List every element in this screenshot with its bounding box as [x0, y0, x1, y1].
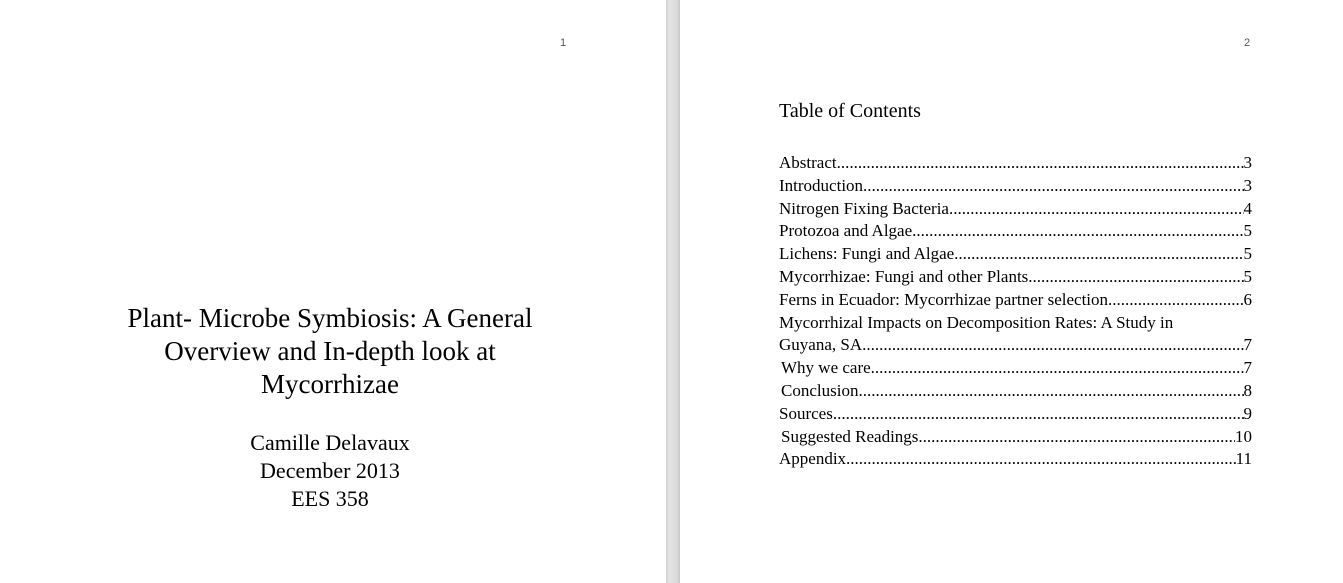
toc-leader-dots — [862, 334, 1243, 357]
toc-label: Why we care — [781, 358, 871, 378]
author-name: Camille Delavaux — [250, 430, 410, 455]
toc-label: Mycorrhizae: Fungi and other Plants — [779, 266, 1029, 286]
toc-label: Appendix — [779, 449, 847, 469]
toc-entry-protozoa-and-algae[interactable] — [779, 220, 1252, 243]
toc-label: Abstract — [779, 153, 837, 172]
toc-leader-dots — [949, 198, 1244, 221]
toc-entry-appendix[interactable] — [779, 448, 1252, 471]
toc-leader-dots — [846, 448, 1236, 471]
toc-entry-mycorrhizae[interactable] — [779, 266, 1252, 289]
toc-label: Protozoa and Algae — [779, 221, 913, 241]
toc-page-number: 8 — [1243, 380, 1252, 400]
document-title — [0, 302, 660, 401]
toc-entry-abstract[interactable] — [779, 152, 1252, 175]
toc-leader-dots — [863, 175, 1243, 198]
toc-entry-ferns-in-ecuador[interactable] — [779, 289, 1252, 312]
toc-entry-lichens[interactable] — [779, 243, 1252, 266]
toc-entry-decomposition-rates[interactable] — [779, 312, 1252, 358]
toc-label: Nitrogen Fixing Bacteria — [779, 198, 949, 218]
toc-leader-dots — [837, 152, 1244, 175]
toc-entry-sources[interactable] — [779, 403, 1252, 426]
page-gutter — [666, 0, 680, 583]
toc-page-number: 10 — [1235, 426, 1252, 446]
toc-label: Ferns in Ecuador: Mycorrhizae partner selection — [779, 289, 1109, 309]
toc-entry-introduction[interactable] — [779, 175, 1252, 198]
toc-page-number: 6 — [1243, 289, 1252, 309]
toc-page-number: 3 — [1243, 153, 1252, 172]
toc-label: Sources — [779, 403, 833, 423]
toc-label: Mycorrhizal Impacts on Decomposition Rates: A Study in — [779, 312, 1174, 332]
page-1 — [0, 0, 666, 583]
toc-entry-conclusion[interactable] — [779, 380, 1252, 403]
toc-entry-why-we-care[interactable] — [779, 357, 1252, 380]
toc-label: Introduction — [779, 175, 864, 195]
toc-leader-dots — [912, 220, 1243, 243]
toc-page-number: 3 — [1243, 175, 1252, 195]
toc-leader-dots — [954, 243, 1243, 266]
toc-page-number: 5 — [1243, 266, 1252, 286]
page-number: 2 — [1244, 37, 1251, 49]
title-line: Mycorrhizae — [261, 369, 399, 399]
toc-label-continued: Guyana, SA — [779, 335, 863, 355]
toc-label: Suggested Readings — [781, 426, 919, 446]
toc-page-number: 5 — [1243, 221, 1252, 241]
toc-page-number: 7 — [1243, 335, 1252, 355]
toc-leader-dots — [871, 357, 1244, 380]
toc-entry-nitrogen-fixing-bacteria[interactable] — [779, 198, 1252, 221]
page-number: 1 — [560, 37, 567, 49]
toc-page-number: 7 — [1243, 358, 1252, 378]
toc-page-number: 11 — [1235, 449, 1252, 469]
table-of-contents — [779, 152, 1252, 471]
title-line: Plant- Microbe Symbiosis: A General — [127, 303, 533, 333]
document-date: December 2013 — [260, 458, 400, 483]
toc-heading: Table of Contents — [779, 100, 921, 122]
toc-leader-dots — [833, 403, 1244, 426]
title-line: Overview and In-depth look at — [164, 336, 496, 366]
toc-leader-dots — [858, 380, 1243, 403]
toc-leader-dots — [1108, 289, 1243, 312]
toc-label: Lichens: Fungi and Algae — [779, 244, 955, 264]
toc-page-number: 5 — [1243, 244, 1252, 264]
author-block — [0, 429, 660, 513]
toc-page-number: 4 — [1243, 198, 1252, 218]
toc-leader-dots — [1028, 266, 1243, 289]
toc-page-number: 9 — [1243, 403, 1252, 423]
toc-leader-dots — [918, 426, 1235, 449]
toc-entry-suggested-readings[interactable] — [779, 426, 1252, 449]
course-code: EES 358 — [291, 486, 369, 511]
page-2 — [680, 0, 1343, 583]
toc-label: Conclusion — [781, 380, 859, 400]
